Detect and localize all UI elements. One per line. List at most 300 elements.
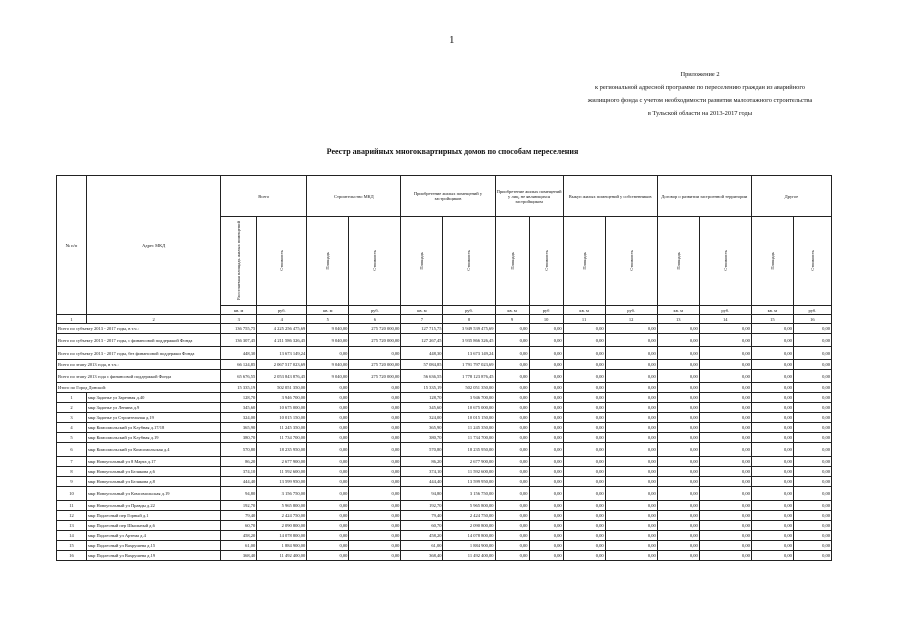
row-value: 0,00 bbox=[495, 423, 529, 433]
summary-value: 1 778 123 876,45 bbox=[443, 370, 495, 383]
row-address: мкр Новоугольный ул Белякова д.6 bbox=[87, 467, 221, 477]
header-sub: Площадь bbox=[751, 217, 793, 306]
row-value: 0,00 bbox=[605, 457, 657, 467]
row-value: 94,80 bbox=[401, 487, 443, 501]
row-value: 0,00 bbox=[751, 423, 793, 433]
row-value: 0,00 bbox=[751, 551, 793, 561]
row-value: 0,00 bbox=[751, 477, 793, 487]
row-value: 0,00 bbox=[605, 531, 657, 541]
row-value: 3 156 750,00 bbox=[257, 487, 307, 501]
row-value: 0,00 bbox=[495, 413, 529, 423]
summary-value: 0,00 bbox=[563, 383, 605, 393]
row-value: 0,00 bbox=[657, 413, 699, 423]
row-value: 0,00 bbox=[605, 403, 657, 413]
summary-value: 275 720 000,00 bbox=[349, 370, 401, 383]
row-value: 0,00 bbox=[307, 433, 349, 443]
row-value: 0,00 bbox=[563, 433, 605, 443]
row-value: 0,00 bbox=[657, 467, 699, 477]
header-sub: Стоимость bbox=[605, 217, 657, 306]
header-group: Выкуп жилых помещений у собственников bbox=[563, 176, 657, 217]
row-value: 192,70 bbox=[221, 501, 257, 511]
summary-value: 13 673 149,24 bbox=[257, 347, 307, 360]
row-value: 11 492 400,00 bbox=[257, 551, 307, 561]
row-value: 0,00 bbox=[529, 393, 563, 403]
row-value: 0,00 bbox=[657, 511, 699, 521]
row-value: 0,00 bbox=[307, 457, 349, 467]
summary-value: 0,00 bbox=[699, 347, 751, 360]
row-value: 324,00 bbox=[401, 413, 443, 423]
row-value: 0,00 bbox=[657, 501, 699, 511]
summary-value: 0,00 bbox=[307, 383, 349, 393]
summary-value: 0,00 bbox=[751, 324, 793, 334]
summary-value: 0,00 bbox=[793, 334, 831, 347]
row-address: мкр Комсомольский ул Комсомольская д.4 bbox=[87, 443, 221, 457]
row-value: 10 675 000,00 bbox=[443, 403, 495, 413]
appendix-line: к региональной адресной программе по переселению граждан из аварийного bbox=[594, 84, 806, 91]
summary-value: 127 715,75 bbox=[401, 324, 443, 334]
summary-value: 3 949 539 475,69 bbox=[443, 324, 495, 334]
register-table bbox=[56, 175, 832, 561]
summary-value: 0,00 bbox=[495, 383, 529, 393]
row-address: мкр Подлесный пер Школьный д.6 bbox=[87, 521, 221, 531]
table-row bbox=[57, 541, 832, 551]
header-sub: Площадь bbox=[495, 217, 529, 306]
summary-value: 0,00 bbox=[307, 347, 349, 360]
unit-cell: руб. bbox=[443, 306, 495, 315]
row-value: 2 090 800,00 bbox=[257, 521, 307, 531]
header-num: № п/п bbox=[57, 176, 87, 315]
row-value: 0,00 bbox=[699, 433, 751, 443]
row-value: 0,00 bbox=[563, 511, 605, 521]
summary-value: 0,00 bbox=[529, 370, 563, 383]
row-value: 11 245 350,00 bbox=[257, 423, 307, 433]
appendix-line: Приложение 2 bbox=[680, 71, 720, 78]
summary-value: 502 051 350,00 bbox=[443, 383, 495, 393]
summary-value: 0,00 bbox=[495, 334, 529, 347]
row-address: мкр Новоугольный ул Правды д.22 bbox=[87, 501, 221, 511]
summary-label: Всего по этапу 2013 года, в т.ч.: bbox=[57, 360, 221, 370]
row-value: 0,00 bbox=[349, 477, 401, 487]
row-address: мкр Новоугольный ул 8 Марта д.17 bbox=[87, 457, 221, 467]
row-value: 0,00 bbox=[307, 551, 349, 561]
row-value: 458,20 bbox=[401, 531, 443, 541]
row-value: 0,00 bbox=[529, 477, 563, 487]
summary-value: 275 720 000,00 bbox=[349, 360, 401, 370]
summary-value: 3 935 866 326,45 bbox=[443, 334, 495, 347]
row-value: 0,00 bbox=[529, 501, 563, 511]
row-value: 374,10 bbox=[401, 467, 443, 477]
row-address: мкр Подлесный пер Горный д.1 bbox=[87, 511, 221, 521]
row-value: 0,00 bbox=[563, 413, 605, 423]
row-value: 0,00 bbox=[529, 413, 563, 423]
row-value: 0,00 bbox=[605, 551, 657, 561]
row-value: 368,40 bbox=[221, 551, 257, 561]
table-row bbox=[57, 433, 832, 443]
summary-value: 136 307,45 bbox=[221, 334, 257, 347]
unit-cell: руб. bbox=[257, 306, 307, 315]
row-value: 0,00 bbox=[699, 501, 751, 511]
row-value: 0,00 bbox=[563, 457, 605, 467]
row-value: 570,80 bbox=[401, 443, 443, 457]
row-value: 0,00 bbox=[605, 541, 657, 551]
row-value: 0,00 bbox=[751, 541, 793, 551]
summary-value: 0,00 bbox=[793, 360, 831, 370]
row-value: 0,00 bbox=[495, 467, 529, 477]
summary-value: 0,00 bbox=[657, 383, 699, 393]
header-sub: Стоимость bbox=[349, 217, 401, 306]
row-number: 5 bbox=[57, 433, 87, 443]
row-value: 0,00 bbox=[699, 423, 751, 433]
row-value: 0,00 bbox=[699, 531, 751, 541]
row-value: 0,00 bbox=[349, 433, 401, 443]
row-value: 0,00 bbox=[307, 477, 349, 487]
row-value: 0,00 bbox=[349, 521, 401, 531]
summary-value: 0,00 bbox=[605, 383, 657, 393]
summary-value: 9 040,00 bbox=[307, 370, 349, 383]
row-value: 0,00 bbox=[563, 423, 605, 433]
unit-cell: кв. м bbox=[401, 306, 443, 315]
header-sub: Стоимость bbox=[699, 217, 751, 306]
column-number-cell: 3 bbox=[221, 315, 257, 324]
row-value: 0,00 bbox=[605, 467, 657, 477]
unit-cell: кв. м bbox=[221, 306, 257, 315]
row-value: 0,00 bbox=[495, 521, 529, 531]
row-value: 0,00 bbox=[529, 511, 563, 521]
row-value: 79,40 bbox=[401, 511, 443, 521]
row-address: мкр Подлесный ул Артема д.4 bbox=[87, 531, 221, 541]
table-row bbox=[57, 487, 832, 501]
document-title: Реестр аварийных многоквартирных домов по способам переселения bbox=[326, 147, 579, 156]
row-value: 0,00 bbox=[349, 541, 401, 551]
summary-value: 65 676,55 bbox=[221, 370, 257, 383]
row-value: 0,00 bbox=[307, 531, 349, 541]
row-value: 0,00 bbox=[563, 501, 605, 511]
row-value: 0,00 bbox=[349, 443, 401, 457]
row-number: 3 bbox=[57, 413, 87, 423]
table-row bbox=[57, 477, 832, 487]
row-number: 11 bbox=[57, 501, 87, 511]
row-address: мкр Подлесный ул Вахрушева д.19 bbox=[87, 551, 221, 561]
row-value: 368,40 bbox=[401, 551, 443, 561]
row-value: 0,00 bbox=[657, 433, 699, 443]
row-value: 0,00 bbox=[349, 423, 401, 433]
summary-value: 0,00 bbox=[495, 360, 529, 370]
summary-value: 15 335,19 bbox=[401, 383, 443, 393]
row-value: 2 090 800,00 bbox=[443, 521, 495, 531]
summary-row bbox=[57, 360, 832, 370]
appendix-line: в Тульской области на 2013-2017 годы bbox=[647, 110, 753, 117]
row-value: 0,00 bbox=[699, 487, 751, 501]
summary-value: 0,00 bbox=[751, 347, 793, 360]
row-value: 0,00 bbox=[307, 413, 349, 423]
summary-value: 2 053 843 876,45 bbox=[257, 370, 307, 383]
row-value: 570,80 bbox=[221, 443, 257, 457]
row-value: 0,00 bbox=[699, 413, 751, 423]
row-value: 0,00 bbox=[699, 403, 751, 413]
header-group: Строительство МКД bbox=[307, 176, 401, 217]
row-number: 12 bbox=[57, 511, 87, 521]
summary-value: 0,00 bbox=[605, 324, 657, 334]
summary-value: 1 791 797 023,69 bbox=[443, 360, 495, 370]
summary-value: 0,00 bbox=[529, 334, 563, 347]
table-row bbox=[57, 423, 832, 433]
row-value: 0,00 bbox=[307, 541, 349, 551]
row-value: 365,90 bbox=[401, 423, 443, 433]
row-value: 0,00 bbox=[495, 443, 529, 457]
summary-value: 0,00 bbox=[529, 360, 563, 370]
row-value: 0,00 bbox=[605, 477, 657, 487]
header-group: Всего bbox=[221, 176, 307, 217]
row-value: 0,00 bbox=[605, 433, 657, 443]
row-value: 0,00 bbox=[751, 521, 793, 531]
unit-cell: кв. м bbox=[495, 306, 529, 315]
row-value: 11 492 400,00 bbox=[443, 551, 495, 561]
row-value: 11 734 700,00 bbox=[443, 433, 495, 443]
row-value: 0,00 bbox=[529, 531, 563, 541]
row-value: 0,00 bbox=[529, 443, 563, 457]
row-value: 11 245 350,00 bbox=[443, 423, 495, 433]
row-value: 1 884 900,00 bbox=[443, 541, 495, 551]
row-value: 0,00 bbox=[529, 541, 563, 551]
summary-label: Всего по субъекту 2013 - 2017 годы, без финансовой поддержки Фонда bbox=[57, 347, 221, 360]
row-value: 0,00 bbox=[563, 443, 605, 457]
row-value: 0,00 bbox=[793, 551, 831, 561]
summary-value: 0,00 bbox=[793, 347, 831, 360]
row-value: 458,20 bbox=[221, 531, 257, 541]
row-number: 2 bbox=[57, 403, 87, 413]
summary-value: 0,00 bbox=[699, 360, 751, 370]
row-address: мкр Задонье ул Строительная д.19 bbox=[87, 413, 221, 423]
row-value: 0,00 bbox=[793, 423, 831, 433]
row-value: 0,00 bbox=[605, 521, 657, 531]
summary-value: 4 211 586 326,45 bbox=[257, 334, 307, 347]
summary-value: 0,00 bbox=[657, 360, 699, 370]
row-value: 0,00 bbox=[349, 531, 401, 541]
row-value: 0,00 bbox=[793, 521, 831, 531]
summary-value: 0,00 bbox=[699, 383, 751, 393]
header-sub: Площадь bbox=[563, 217, 605, 306]
summary-value: 0,00 bbox=[563, 360, 605, 370]
row-value: 0,00 bbox=[657, 403, 699, 413]
row-value: 2 677 900,00 bbox=[257, 457, 307, 467]
row-value: 13 599 950,00 bbox=[257, 477, 307, 487]
row-value: 0,00 bbox=[563, 531, 605, 541]
table-row bbox=[57, 443, 832, 457]
header-sub: Площадь bbox=[401, 217, 443, 306]
summary-value: 275 720 000,00 bbox=[349, 334, 401, 347]
row-value: 0,00 bbox=[699, 477, 751, 487]
summary-value: 0,00 bbox=[657, 334, 699, 347]
column-number-cell: 11 bbox=[563, 315, 605, 324]
row-value: 86,20 bbox=[401, 457, 443, 467]
header-sub: Стоимость bbox=[529, 217, 563, 306]
column-number-row bbox=[57, 315, 832, 324]
table-row bbox=[57, 403, 832, 413]
row-value: 0,00 bbox=[563, 521, 605, 531]
row-value: 86,20 bbox=[221, 457, 257, 467]
summary-row bbox=[57, 324, 832, 334]
row-value: 0,00 bbox=[563, 477, 605, 487]
row-value: 0,00 bbox=[349, 457, 401, 467]
row-value: 192,70 bbox=[401, 501, 443, 511]
row-value: 0,00 bbox=[657, 477, 699, 487]
row-value: 3 946 700,00 bbox=[257, 393, 307, 403]
row-value: 0,00 bbox=[349, 403, 401, 413]
row-value: 94,80 bbox=[221, 487, 257, 501]
row-value: 0,00 bbox=[699, 511, 751, 521]
row-value: 365,90 bbox=[221, 423, 257, 433]
row-value: 0,00 bbox=[349, 511, 401, 521]
row-value: 0,00 bbox=[793, 501, 831, 511]
column-number-cell: 16 bbox=[793, 315, 831, 324]
row-value: 18 235 950,00 bbox=[443, 443, 495, 457]
summary-value: 136 755,75 bbox=[221, 324, 257, 334]
row-value: 0,00 bbox=[563, 487, 605, 501]
row-value: 0,00 bbox=[307, 403, 349, 413]
row-value: 0,00 bbox=[793, 467, 831, 477]
unit-cell: кв. м bbox=[307, 306, 349, 315]
row-value: 0,00 bbox=[307, 393, 349, 403]
row-value: 2 677 900,00 bbox=[443, 457, 495, 467]
row-address: мкр Подлесный ул Вахрушева д.15 bbox=[87, 541, 221, 551]
header-sub: Площадь bbox=[307, 217, 349, 306]
row-value: 1 884 900,00 bbox=[257, 541, 307, 551]
row-value: 0,00 bbox=[307, 443, 349, 457]
row-value: 0,00 bbox=[529, 433, 563, 443]
summary-value: 0,00 bbox=[563, 347, 605, 360]
unit-cell: кв. м bbox=[563, 306, 605, 315]
summary-value: 0,00 bbox=[699, 334, 751, 347]
column-number-cell: 10 bbox=[529, 315, 563, 324]
row-value: 10 675 000,00 bbox=[257, 403, 307, 413]
summary-value: 56 636,55 bbox=[401, 370, 443, 383]
summary-value: 0,00 bbox=[793, 383, 831, 393]
row-value: 0,00 bbox=[529, 551, 563, 561]
row-number: 8 bbox=[57, 467, 87, 477]
row-value: 61,00 bbox=[401, 541, 443, 551]
row-value: 380,70 bbox=[221, 433, 257, 443]
column-number-cell: 5 bbox=[307, 315, 349, 324]
row-value: 10 015 150,00 bbox=[443, 413, 495, 423]
row-value: 10 015 150,00 bbox=[257, 413, 307, 423]
unit-cell: руб. bbox=[699, 306, 751, 315]
row-value: 345,60 bbox=[401, 403, 443, 413]
column-number-cell: 15 bbox=[751, 315, 793, 324]
row-value: 0,00 bbox=[349, 487, 401, 501]
header-group: Договор о развитии застроенной территории bbox=[657, 176, 751, 217]
summary-value: 0,00 bbox=[529, 324, 563, 334]
row-value: 0,00 bbox=[529, 467, 563, 477]
row-value: 380,70 bbox=[401, 433, 443, 443]
header-sub: Стоимость bbox=[257, 217, 307, 306]
summary-label: Итого по Город Донской: bbox=[57, 383, 221, 393]
row-value: 0,00 bbox=[657, 423, 699, 433]
row-value: 0,00 bbox=[657, 551, 699, 561]
row-number: 10 bbox=[57, 487, 87, 501]
summary-label: Всего по этапу 2013 года с финансовой поддержкой Фонда bbox=[57, 370, 221, 383]
summary-value: 0,00 bbox=[605, 334, 657, 347]
row-address: мкр Новоугольный ул Белякова д.8 bbox=[87, 477, 221, 487]
summary-value: 9 040,00 bbox=[307, 360, 349, 370]
unit-cell: руб. bbox=[793, 306, 831, 315]
row-value: 0,00 bbox=[605, 487, 657, 501]
summary-value: 0,00 bbox=[699, 370, 751, 383]
column-number-cell: 4 bbox=[257, 315, 307, 324]
appendix-line: жилищного фонда с учетом необходимости развития малоэтажного строительства bbox=[587, 97, 813, 104]
summary-value: 0,00 bbox=[605, 360, 657, 370]
row-value: 0,00 bbox=[699, 467, 751, 477]
row-value: 0,00 bbox=[495, 531, 529, 541]
summary-value: 0,00 bbox=[657, 324, 699, 334]
summary-value: 0,00 bbox=[349, 383, 401, 393]
summary-value: 0,00 bbox=[495, 324, 529, 334]
summary-value: 0,00 bbox=[657, 370, 699, 383]
unit-cell: кв. м bbox=[751, 306, 793, 315]
column-number-cell: 8 bbox=[443, 315, 495, 324]
row-value: 60,70 bbox=[221, 521, 257, 531]
header-sub: Расселяемая площадь жилых помещений bbox=[221, 217, 257, 306]
row-value: 444,40 bbox=[401, 477, 443, 487]
summary-value: 0,00 bbox=[495, 347, 529, 360]
row-value: 0,00 bbox=[699, 541, 751, 551]
row-value: 0,00 bbox=[657, 393, 699, 403]
row-value: 0,00 bbox=[529, 487, 563, 501]
column-number-cell: 14 bbox=[699, 315, 751, 324]
column-number-cell: 7 bbox=[401, 315, 443, 324]
row-value: 0,00 bbox=[529, 403, 563, 413]
row-value: 2 424 750,00 bbox=[257, 511, 307, 521]
row-value: 0,00 bbox=[751, 501, 793, 511]
row-value: 345,60 bbox=[221, 403, 257, 413]
row-value: 0,00 bbox=[657, 487, 699, 501]
row-value: 0,00 bbox=[529, 423, 563, 433]
row-value: 0,00 bbox=[495, 551, 529, 561]
header-group: Приобретение жилых помещений у застройщиков bbox=[401, 176, 495, 217]
row-value: 18 235 950,00 bbox=[257, 443, 307, 457]
row-number: 14 bbox=[57, 531, 87, 541]
summary-value: 9 040,00 bbox=[307, 324, 349, 334]
column-number-cell: 12 bbox=[605, 315, 657, 324]
row-value: 0,00 bbox=[605, 511, 657, 521]
unit-cell: руб. bbox=[605, 306, 657, 315]
appendix-note bbox=[560, 68, 840, 120]
row-value: 0,00 bbox=[699, 521, 751, 531]
header-group: Другое bbox=[751, 176, 831, 217]
row-value: 0,00 bbox=[793, 511, 831, 521]
row-value: 0,00 bbox=[563, 551, 605, 561]
table-row bbox=[57, 467, 832, 477]
row-value: 0,00 bbox=[751, 403, 793, 413]
row-value: 0,00 bbox=[699, 443, 751, 457]
summary-value: 0,00 bbox=[605, 347, 657, 360]
row-value: 0,00 bbox=[605, 501, 657, 511]
row-value: 0,00 bbox=[495, 393, 529, 403]
row-value: 0,00 bbox=[495, 511, 529, 521]
summary-label: Всего по субъекту 2013 - 2017 годы, с финансовой поддержкой Фонда bbox=[57, 334, 221, 347]
row-value: 0,00 bbox=[349, 551, 401, 561]
summary-value: 0,00 bbox=[529, 347, 563, 360]
row-value: 0,00 bbox=[793, 403, 831, 413]
summary-value: 4 225 256 475,69 bbox=[257, 324, 307, 334]
row-value: 0,00 bbox=[751, 393, 793, 403]
row-address: мкр Новоугольный ул Комсомольская д.19 bbox=[87, 487, 221, 501]
summary-value: 0,00 bbox=[751, 360, 793, 370]
row-value: 324,00 bbox=[221, 413, 257, 423]
summary-value: 0,00 bbox=[495, 370, 529, 383]
header-sub: Стоимость bbox=[443, 217, 495, 306]
summary-value: 0,00 bbox=[563, 324, 605, 334]
table-row bbox=[57, 393, 832, 403]
